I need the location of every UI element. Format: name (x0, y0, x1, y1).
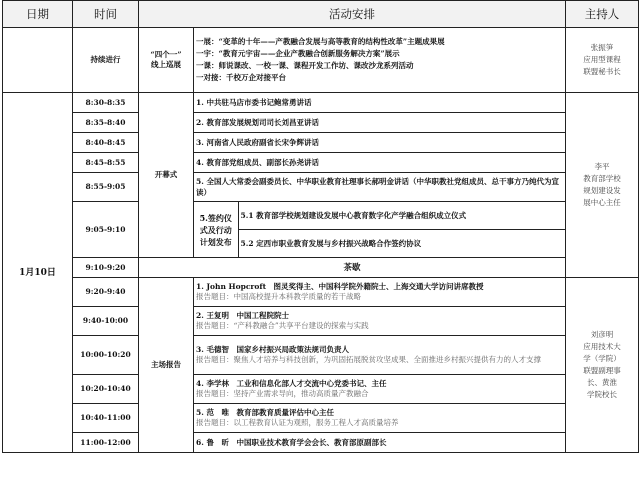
agenda-item: 5. 全国人大常委会副委员长、中华职业教育社理事长郝明金讲话（中华职教社党组成员、总干事方乃纯代为宣读） (194, 173, 566, 202)
time-cell: 8:30-8:35 (73, 93, 139, 113)
signing-row (3, 202, 639, 258)
host-line: 长、黄淮 (587, 378, 617, 387)
report-title: 报告题目：聚焦人才培养与科技创新，为巩固拓展脱贫攻坚成果、全面推进乡村振兴提供有力的人才支撑 (196, 355, 541, 364)
host-cell (566, 28, 639, 93)
signing-item: 5.1 教育部学校规划建设发展中心教育数字化产学融合组织成立仪式 (238, 202, 565, 230)
opening-row (3, 113, 639, 133)
header-host: 主持人 (566, 1, 639, 28)
keynote-row (3, 375, 639, 404)
signing-cell (194, 202, 566, 258)
host-line: 应用技术大 (583, 342, 621, 351)
host-line: 展中心主任 (583, 198, 621, 207)
time-cell: 9:05-9:10 (73, 202, 139, 258)
host-line: 联盟副理事 (583, 366, 621, 375)
exhibition-item: 一课：师说课改、一校一课、课程开发工作坊、课改沙龙系列活动 (196, 61, 414, 70)
time-cell: 9:10-9:20 (73, 258, 139, 278)
keynote-item (194, 375, 566, 404)
opening-row (3, 133, 639, 153)
keynote-item (194, 278, 566, 307)
keynote-row (3, 336, 639, 375)
host-line: 学（学院） (583, 354, 621, 363)
keynote-item (194, 404, 566, 433)
category-cell: 开幕式 (139, 93, 194, 258)
category-cell: 主场报告 (139, 278, 194, 453)
time-cell: 9:40-10:00 (73, 307, 139, 336)
exhibition-item: 一展：“变革的十年——产教融合发展与高等教育的结构性改革”主题成果展 (196, 37, 445, 46)
opening-row (3, 173, 639, 202)
time-cell: 8:35-8:40 (73, 113, 139, 133)
opening-row (3, 153, 639, 173)
exhibition-item: 一宇：“教育元宇宙——企业产教融合创新服务解决方案”展示 (196, 49, 400, 58)
host-line: 学院校长 (587, 390, 617, 399)
break-label: 茶歇 (139, 258, 566, 278)
time-cell: 10:40-11:00 (73, 404, 139, 433)
signing-subtable (194, 202, 565, 257)
speaker: 6. 鲁 昕 中国职业技术教育学会会长、教育部原副部长 (196, 437, 387, 447)
host-line: 张振笋 (590, 43, 614, 52)
agenda-item: 2. 教育部发展规划司司长刘昌亚讲话 (194, 113, 566, 133)
keynote-row (3, 433, 639, 453)
signing-item: 5.2 定西市职业教育发展与乡村振兴战略合作签约协议 (238, 230, 565, 258)
keynote-row (3, 404, 639, 433)
exhibition-item: 一对接：千校万企对接平台 (196, 73, 286, 82)
header-activity: 活动安排 (139, 1, 566, 28)
signing-label: 5.签约仪式及行动计划发布 (194, 202, 238, 257)
time-cell: 10:20-10:40 (73, 375, 139, 404)
time-cell: 11:00-12:00 (73, 433, 139, 453)
opening-row (3, 93, 639, 113)
speaker: 2. 王复明 中国工程院院士 (196, 311, 289, 320)
speaker: 3. 毛德智 国家乡村振兴局政策法规司负责人 (196, 345, 349, 354)
header-date: 日期 (3, 1, 73, 28)
time-cell: 8:40-8:45 (73, 133, 139, 153)
online-exhibition-row (3, 28, 639, 93)
time-cell: 8:55-9:05 (73, 173, 139, 202)
report-title: 报告题目：“产科教融合”共享平台建设的探索与实践 (196, 321, 369, 330)
time-cell: 持续进行 (73, 28, 139, 93)
category-cell (139, 28, 194, 93)
date-cell-empty (3, 28, 73, 93)
agenda-item: 4. 教育部党组成员、副部长孙尧讲话 (194, 153, 566, 173)
category-line: “四个一” (150, 50, 182, 59)
speaker: 1. John Hopcroft 图灵奖得主、中国科学院外籍院士、上海交通大学访问讲席教授 (196, 282, 484, 291)
schedule-table (2, 0, 639, 453)
time-cell: 9:20-9:40 (73, 278, 139, 307)
report-title: 报告题目：中国高校提升本科教学质量的若干战略 (196, 292, 361, 301)
date-cell: 1月10日 (3, 93, 73, 453)
host-line: 规划建设发 (583, 186, 621, 195)
speaker: 4. 李学林 工业和信息化部人才交流中心党委书记、主任 (196, 379, 387, 388)
exhibition-items (194, 28, 566, 93)
host-cell (566, 278, 639, 453)
category-line: 线上巡展 (151, 60, 181, 69)
time-cell: 10:00-10:20 (73, 336, 139, 375)
host-line: 刘彦明 (590, 330, 614, 339)
host-line: 教育部学校 (583, 174, 621, 183)
keynote-row (3, 278, 639, 307)
header-time: 时间 (73, 1, 139, 28)
host-cell (566, 93, 639, 278)
header-row (3, 1, 639, 28)
agenda-item: 3. 河南省人民政府副省长宋争辉讲话 (194, 133, 566, 153)
report-title: 报告题目：以工程教育认证为观照，服务工程人才高质量培养 (196, 418, 399, 427)
keynote-item (194, 336, 566, 375)
keynote-item (194, 433, 566, 453)
host-line: 联盟秘书长 (583, 67, 621, 76)
agenda-item: 1. 中共驻马店市委书记鲍常勇讲话 (194, 93, 566, 113)
host-line: 李平 (594, 162, 610, 171)
keynote-item (194, 307, 566, 336)
time-cell: 8:45-8:55 (73, 153, 139, 173)
host-line: 应用型课程 (583, 55, 621, 64)
keynote-row (3, 307, 639, 336)
break-row (3, 258, 639, 278)
speaker: 5. 范 唯 教育部教育质量评估中心主任 (196, 408, 334, 417)
report-title: 报告题目：坚持产业需求导向，推动高质量产教融合 (196, 389, 369, 398)
